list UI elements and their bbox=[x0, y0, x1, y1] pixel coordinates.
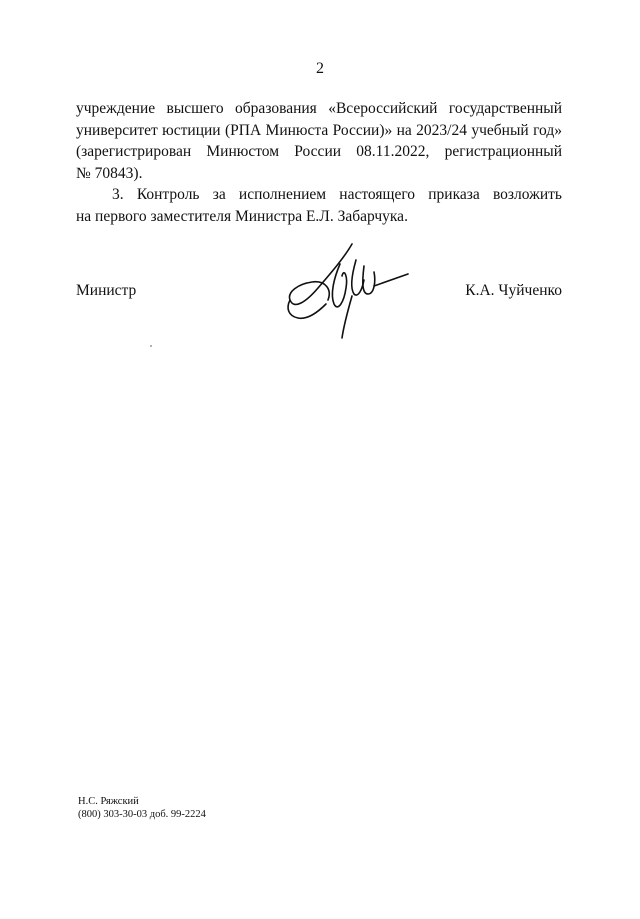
paragraph-line: (зарегистрирован Минюстом России 08.11.2022, регистрационный bbox=[76, 143, 562, 161]
handwritten-signature bbox=[282, 238, 414, 344]
signatory-title: Министр bbox=[76, 282, 137, 299]
page-number: 2 bbox=[316, 60, 324, 77]
paragraph-line: 3. Контроль за исполнением настоящего приказа возложить bbox=[112, 186, 562, 204]
scan-speck bbox=[150, 345, 152, 347]
signatory-name: К.А. Чуйченко bbox=[465, 282, 562, 299]
contact-phone: (800) 303-30-03 доб. 99-2224 bbox=[78, 808, 206, 820]
document-body bbox=[76, 98, 562, 228]
paragraph-line: учреждение высшего образования «Всероссийский государственный bbox=[76, 100, 562, 117]
contact-person: Н.С. Ряжский bbox=[78, 796, 139, 807]
paragraph-line: на первого заместителя Министра Е.Л. Забарчука. bbox=[76, 207, 408, 225]
paragraph-line: университет юстиции (РПА Минюста России)» на 2023/24 учебный год» bbox=[76, 121, 562, 139]
contact-block bbox=[78, 796, 206, 821]
paragraph-line: № 70843). bbox=[76, 164, 143, 182]
